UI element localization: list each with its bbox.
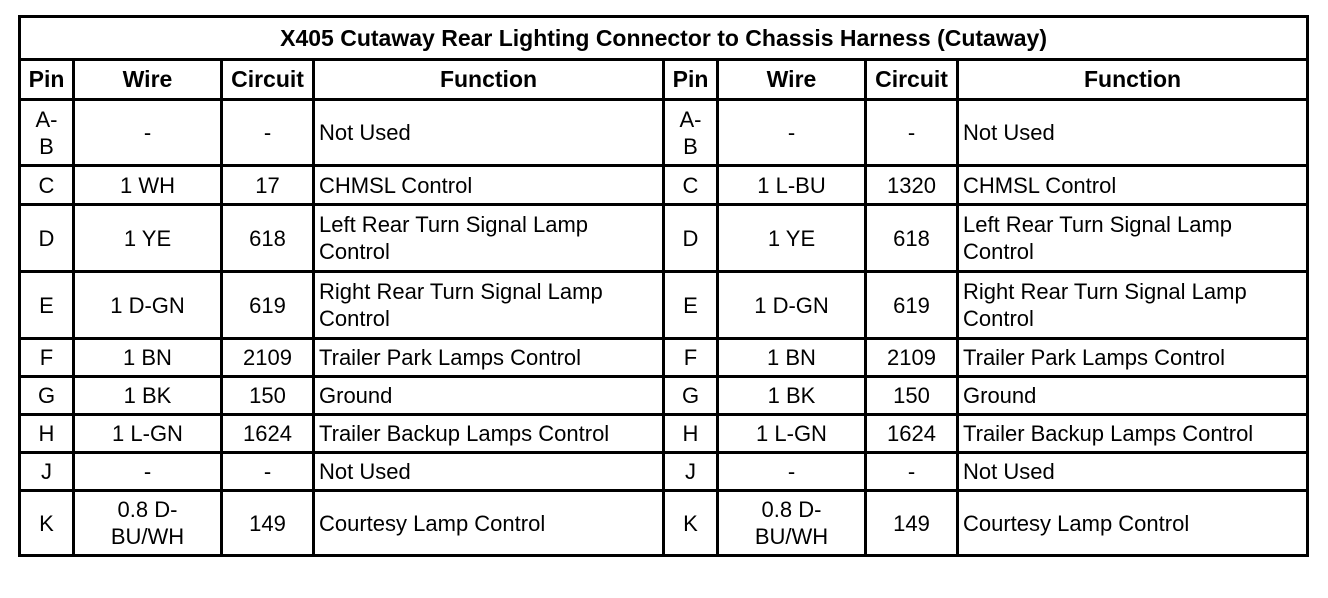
table-row — [20, 491, 1308, 556]
left-pin-cell: J — [20, 453, 74, 491]
left-circuit-cell: - — [222, 100, 314, 166]
header-row — [20, 60, 1308, 100]
right-function-cell: Ground — [958, 377, 1308, 415]
header-function: Function — [958, 60, 1308, 100]
left-wire-cell: 1 YE — [74, 205, 222, 272]
left-wire-cell: 1 WH — [74, 166, 222, 205]
table-row — [20, 339, 1308, 377]
left-pin-cell: H — [20, 415, 74, 453]
left-function-cell: Not Used — [314, 100, 664, 166]
right-circuit-cell: 150 — [866, 377, 958, 415]
left-wire-cell: 1 BK — [74, 377, 222, 415]
right-pin-cell: G — [664, 377, 718, 415]
right-pin-cell: C — [664, 166, 718, 205]
right-pin-cell: D — [664, 205, 718, 272]
right-function-cell: Right Rear Turn Signal Lamp Control — [958, 272, 1308, 339]
left-pin-cell: C — [20, 166, 74, 205]
right-pin-cell: E — [664, 272, 718, 339]
left-function-cell: CHMSL Control — [314, 166, 664, 205]
right-circuit-cell: 618 — [866, 205, 958, 272]
table-row — [20, 377, 1308, 415]
left-circuit-cell: 150 — [222, 377, 314, 415]
left-function-cell: Trailer Backup Lamps Control — [314, 415, 664, 453]
left-circuit-cell: 618 — [222, 205, 314, 272]
right-pin-cell: A- B — [664, 100, 718, 166]
left-function-cell: Right Rear Turn Signal Lamp Control — [314, 272, 664, 339]
right-wire-cell: 1 BK — [718, 377, 866, 415]
left-function-cell: Courtesy Lamp Control — [314, 491, 664, 556]
right-function-cell: Courtesy Lamp Control — [958, 491, 1308, 556]
header-wire: Wire — [74, 60, 222, 100]
right-circuit-cell: 149 — [866, 491, 958, 556]
left-circuit-cell: 2109 — [222, 339, 314, 377]
right-function-cell: Not Used — [958, 453, 1308, 491]
right-circuit-cell: 1320 — [866, 166, 958, 205]
table-row — [20, 272, 1308, 339]
left-circuit-cell: 619 — [222, 272, 314, 339]
right-wire-cell: 0.8 D- BU/WH — [718, 491, 866, 556]
right-pin-cell: F — [664, 339, 718, 377]
right-wire-cell: 1 L-GN — [718, 415, 866, 453]
table-title: X405 Cutaway Rear Lighting Connector to Chassis Harness (Cutaway) — [20, 17, 1308, 60]
left-wire-cell: 1 L-GN — [74, 415, 222, 453]
right-pin-cell: K — [664, 491, 718, 556]
right-circuit-cell: 2109 — [866, 339, 958, 377]
left-pin-cell: G — [20, 377, 74, 415]
header-function: Function — [314, 60, 664, 100]
header-pin: Pin — [20, 60, 74, 100]
left-circuit-cell: 149 — [222, 491, 314, 556]
left-wire-cell: - — [74, 453, 222, 491]
right-circuit-cell: - — [866, 100, 958, 166]
right-circuit-cell: - — [866, 453, 958, 491]
left-wire-cell: 1 D-GN — [74, 272, 222, 339]
left-pin-cell: F — [20, 339, 74, 377]
left-function-cell: Ground — [314, 377, 664, 415]
right-pin-cell: J — [664, 453, 718, 491]
right-function-cell: Trailer Backup Lamps Control — [958, 415, 1308, 453]
header-circuit: Circuit — [222, 60, 314, 100]
connector-table-wrapper — [18, 15, 1306, 557]
table-row — [20, 205, 1308, 272]
left-function-cell: Trailer Park Lamps Control — [314, 339, 664, 377]
left-circuit-cell: - — [222, 453, 314, 491]
right-function-cell: Left Rear Turn Signal Lamp Control — [958, 205, 1308, 272]
left-pin-cell: D — [20, 205, 74, 272]
right-function-cell: CHMSL Control — [958, 166, 1308, 205]
header-wire: Wire — [718, 60, 866, 100]
right-wire-cell: 1 D-GN — [718, 272, 866, 339]
table-row — [20, 415, 1308, 453]
right-wire-cell: 1 BN — [718, 339, 866, 377]
right-circuit-cell: 619 — [866, 272, 958, 339]
header-circuit: Circuit — [866, 60, 958, 100]
connector-pinout-table — [18, 15, 1309, 557]
left-function-cell: Left Rear Turn Signal Lamp Control — [314, 205, 664, 272]
table-row — [20, 166, 1308, 205]
right-wire-cell: 1 YE — [718, 205, 866, 272]
left-pin-cell: K — [20, 491, 74, 556]
left-pin-cell: E — [20, 272, 74, 339]
right-circuit-cell: 1624 — [866, 415, 958, 453]
left-function-cell: Not Used — [314, 453, 664, 491]
table-row — [20, 100, 1308, 166]
left-wire-cell: 0.8 D- BU/WH — [74, 491, 222, 556]
left-circuit-cell: 1624 — [222, 415, 314, 453]
title-row — [20, 17, 1308, 60]
left-wire-cell: - — [74, 100, 222, 166]
table-row — [20, 453, 1308, 491]
right-function-cell: Trailer Park Lamps Control — [958, 339, 1308, 377]
right-function-cell: Not Used — [958, 100, 1308, 166]
right-pin-cell: H — [664, 415, 718, 453]
header-pin: Pin — [664, 60, 718, 100]
right-wire-cell: - — [718, 100, 866, 166]
left-pin-cell: A- B — [20, 100, 74, 166]
right-wire-cell: 1 L-BU — [718, 166, 866, 205]
right-wire-cell: - — [718, 453, 866, 491]
table-body — [20, 100, 1308, 556]
left-circuit-cell: 17 — [222, 166, 314, 205]
left-wire-cell: 1 BN — [74, 339, 222, 377]
